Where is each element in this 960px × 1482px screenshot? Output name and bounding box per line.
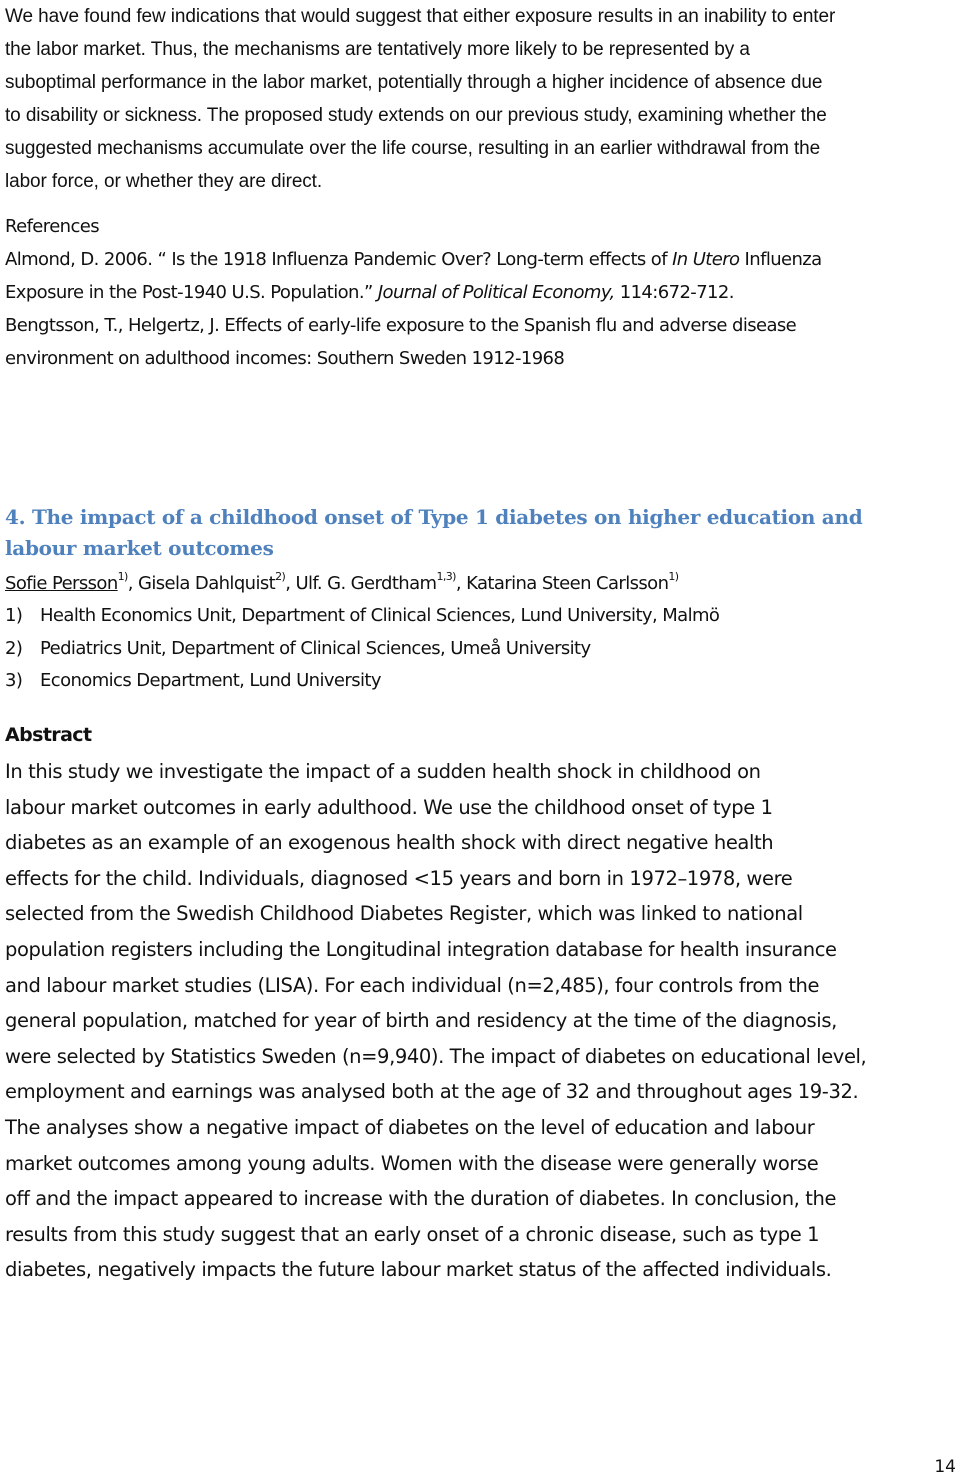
author-affiliation-mark: 1,3) (436, 570, 456, 583)
abstract-line: In this study we investigate the impact of a sudden health shock in childhood on (5, 760, 761, 783)
abstract-line: The analyses show a negative impact of diabetes on the level of education and labour (5, 1115, 815, 1139)
abstract-line: diabetes, negatively impacts the future labour market status of the affected individuals. (5, 1258, 832, 1282)
affiliation-number: 3) (5, 670, 23, 691)
abstract-line: diabetes as an example of an exogenous health shock with direct negative health (5, 831, 774, 855)
abstract-line: population registers including the Longitudinal integration database for health insurance (5, 937, 837, 961)
author-list (5, 567, 957, 600)
abstract-line: general population, matched for year of birth and residency at the time of the diagnosis, (5, 1009, 837, 1033)
intro-paragraph (5, 0, 957, 198)
intro-line: to disability or sickness. The proposed study extends on our previous study, examining whether the (5, 105, 827, 126)
affiliation-text: Health Economics Unit, Department of Clinical Sciences, Lund University, Malmö (40, 605, 720, 626)
affiliation-item (5, 665, 957, 698)
reference-entry-bengtsson-line2: environment on adulthood incomes: Southern Sweden 1912-1968 (5, 348, 565, 369)
abstract-line: off and the impact appeared to increase with the duration of diabetes. In conclusion, the (5, 1187, 837, 1211)
abstract-line: results from this study suggest that an early onset of a chronic disease, such as type 1 (5, 1222, 820, 1246)
author-affiliation-mark: 2) (275, 570, 286, 583)
page-number: 14 (934, 1457, 956, 1477)
reference-text: Almond, D. 2006. “ Is the 1918 Influenza Pandemic Over? Long-term effects of (5, 249, 673, 270)
reference-text: Exposure in the Post-1940 U.S. Population.” (5, 282, 378, 303)
abstract-line: employment and earnings was analysed both at the age of 32 and throughout ages 19-32. (5, 1080, 859, 1104)
reference-italic-text: In Utero (672, 249, 740, 270)
section-title (5, 502, 905, 564)
reference-text: Influenza (739, 249, 822, 270)
reference-entry-bengtsson-line1: Bengtsson, T., Helgertz, J. Effects of early-life exposure to the Spanish flu and adverse disease (5, 315, 797, 336)
abstract-line: market outcomes among young adults. Women with the disease were generally worse (5, 1151, 819, 1175)
author-name: , Gisela Dahlquist (127, 573, 276, 594)
abstract-line: were selected by Statistics Sweden (n=9,940). The impact of diabetes on educational level, (5, 1044, 867, 1068)
abstract-line: labour market outcomes in early adulthood. We use the childhood onset of type 1 (5, 795, 773, 819)
reference-entry-almond-line2 (5, 276, 957, 309)
affiliation-text: Pediatrics Unit, Department of Clinical Sciences, Umeå University (40, 637, 591, 659)
affiliation-text: Economics Department, Lund University (40, 670, 381, 691)
author-affiliation-mark: 1) (117, 570, 128, 583)
author-name: Sofie Persson (5, 573, 118, 594)
affiliation-number: 2) (5, 637, 23, 659)
intro-line: suboptimal performance in the labor market, potentially through a higher incidence of absence due (5, 72, 823, 93)
affiliation-item (5, 633, 957, 666)
section-title-line: 4. The impact of a childhood onset of Type 1 diabetes on higher education and (5, 505, 863, 529)
section-title-line: labour market outcomes (5, 536, 274, 560)
intro-line: suggested mechanisms accumulate over the life course, resulting in an earlier withdrawal from the (5, 138, 821, 159)
abstract-body (5, 754, 957, 1288)
affiliation-list (5, 600, 957, 698)
references-heading: References (5, 216, 100, 237)
intro-line: labor force, or whether they are direct. (5, 171, 323, 192)
intro-line: We have found few indications that would suggest that either exposure results in an inability to enter (5, 6, 836, 27)
reference-text: 114:672-712. (614, 282, 734, 303)
author-affiliation-mark: 1) (668, 570, 679, 583)
abstract-line: effects for the child. Individuals, diagnosed <15 years and born in 1972–1978, were (5, 866, 793, 890)
author-name: , Katarina Steen Carlsson (455, 573, 669, 594)
references-section (5, 210, 957, 375)
reference-journal: Journal of Political Economy, (377, 282, 615, 303)
reference-entry-almond-line1 (5, 243, 957, 276)
abstract-line: selected from the Swedish Childhood Diabetes Register, which was linked to national (5, 902, 803, 926)
affiliation-number: 1) (5, 605, 23, 626)
author-name: , Ulf. G. Gerdtham (285, 573, 437, 594)
abstract-line: and labour market studies (LISA). For each individual (n=2,485), four controls from the (5, 973, 820, 997)
abstract-heading: Abstract (5, 724, 92, 746)
intro-line: the labor market. Thus, the mechanisms are tentatively more likely to be represented by a (5, 39, 750, 60)
affiliation-item (5, 600, 957, 633)
